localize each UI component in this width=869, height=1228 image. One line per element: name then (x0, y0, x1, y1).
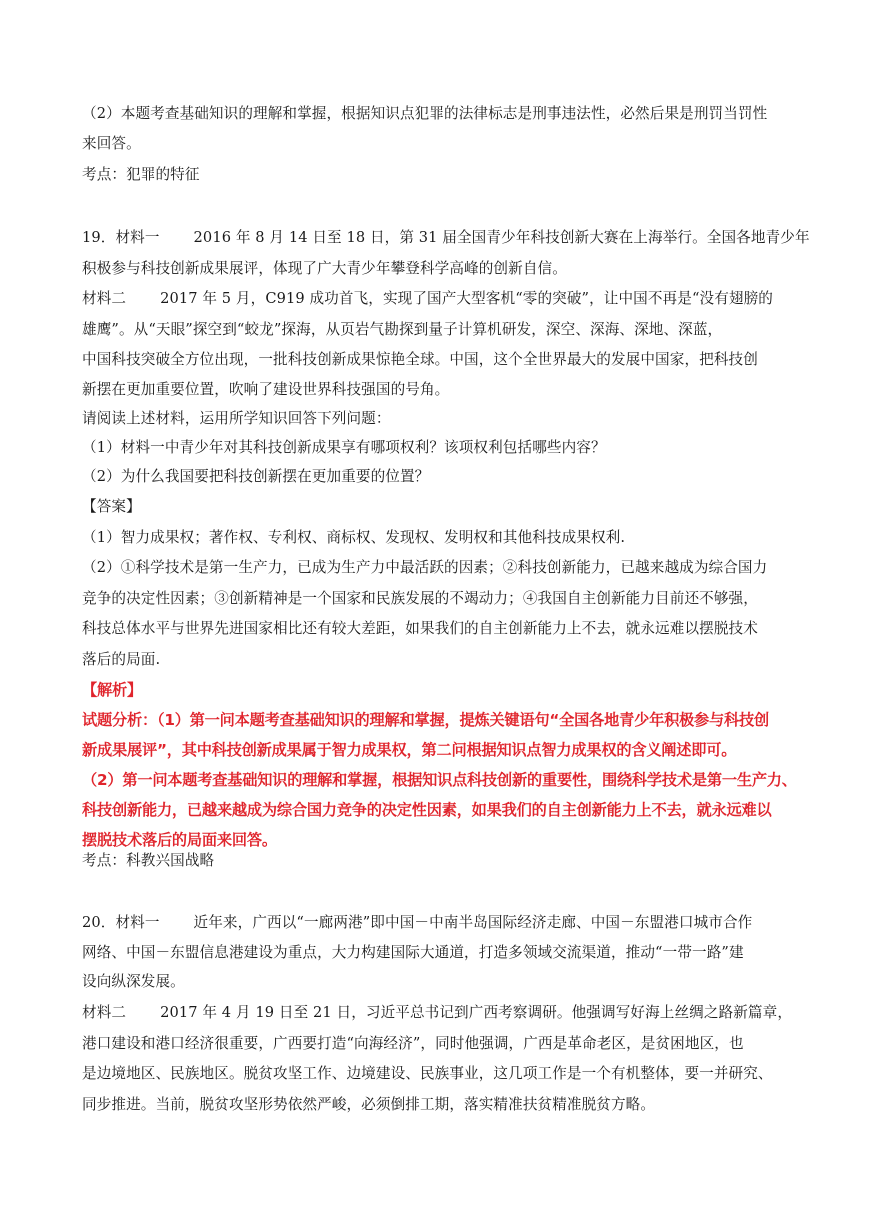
q19-material-one-text: 2016 年 8 月 14 日至 18 日，第 31 届全国青少年科技创新大赛在上海举行。全国各地青少年 (193, 229, 810, 246)
answer-line: 落后的局面. (82, 651, 161, 668)
q19-kaodian: 考点：科教兴国战略 (82, 852, 215, 869)
q18-analysis-line: 来回答。 (82, 135, 141, 152)
q19-material-line: 积极参与科技创新成果展评，体现了广大青少年攀登科学高峰的创新自信。 (82, 260, 567, 277)
q20-material-two-text: 2017 年 4 月 19 日至 21 日，习近平总书记到广西考察调研。他强调写好海上丝绸之路新篇章， (160, 1004, 793, 1021)
q19-material-two-label: 材料二 (82, 290, 127, 307)
q19-prompt: 请阅读上述材料，运用所学知识回答下列问题： (82, 410, 391, 427)
analysis-line: 新成果展评”，其中科技创新成果属于智力成果权，第二问根据知识点智力成果权的含义阐述即可。 (82, 741, 737, 759)
q19-material-line: 新摆在更加重要位置，吹响了建设世界科技强国的号角。 (82, 381, 450, 398)
q19-question-1: （1）材料一中青少年对其科技创新成果享有哪项权利？该项权利包括哪些内容？ (82, 439, 606, 456)
q20-material-line: 同步推进。当前，脱贫攻坚形势依然严峻，必须倒排工期，落实精准扶贫精准脱贫方略。 (82, 1096, 656, 1113)
q20-material-line: 网络、中国－东盟信息港建设为重点，大力构建国际大通道，打造多领域交流渠道，推动“一带一路”建 (82, 944, 744, 961)
q18-analysis-line: （2）本题考查基础知识的理解和掌握，根据知识点犯罪的法律标志是刑事违法性，必然后果是刑罚当罚性 (82, 105, 768, 122)
analysis-line: （2）第一问本题考查基础知识的理解和掌握，根据知识点科技创新的重要性，围绕科学技术是第一生产力、 (82, 771, 797, 789)
q19-question-2: （2）为什么我国要把科技创新摆在更加重要的位置？ (82, 468, 430, 485)
analysis-heading: 【解析】 (82, 681, 142, 699)
q20-material-line: 是边境地区、民族地区。脱贫攻坚工作、边境建设、民族事业，这几项工作是一个有机整体，要一并研究、 (82, 1065, 773, 1082)
q18-kaodian: 考点：犯罪的特征 (82, 166, 200, 183)
q20-material-one-text: 近年来，广西以“一廊两港”即中国－中南半岛国际经济走廊、中国－东盟港口城市合作 (193, 914, 753, 931)
q19-material-line: 中国科技突破全方位出现，一批科技创新成果惊艳全球。中国，这个全世界最大的发展中国家，把科技创 (82, 351, 758, 368)
q19-material-two (82, 289, 773, 309)
q19-material-line: 雄鹰”。从“天眼”探空到“蛟龙”探海，从页岩气勘探到量子计算机研发，深空、深海、深地、深蓝， (82, 321, 723, 338)
answer-line: 科技总体水平与世界先进国家相比还有较大差距，如果我们的自主创新能力上不去，就永远难以摆脱技术 (82, 620, 758, 637)
q20-material-one-label: 20．材料一 (82, 914, 160, 931)
q20-material-two (82, 1003, 792, 1023)
q19-material-one-label: 19．材料一 (82, 229, 160, 246)
answer-line: （2）①科学技术是第一生产力，已成为生产力中最活跃的因素；②科技创新能力，已越来越成为综合国力 (82, 559, 768, 576)
q20-material-line: 设向纵深发展。 (82, 973, 185, 990)
analysis-line: 科技创新能力，已越来越成为综合国力竞争的决定性因素，如果我们的自主创新能力上不去，就永远难以 (82, 801, 772, 819)
answer-heading: 【答案】 (82, 498, 141, 515)
q20-material-line: 港口建设和港口经济很重要，广西要打造“向海经济”，同时他强调，广西是革命老区，是贫困地区，也 (82, 1035, 744, 1052)
q20-material-one (82, 913, 752, 933)
q19-material-two-text: 2017 年 5 月，C919 成功首飞，实现了国产大型客机“零的突破”，让中国不再是“没有翅膀的 (160, 290, 773, 307)
answer-line: 竞争的决定性因素；③创新精神是一个国家和民族发展的不竭动力；④我国自主创新能力目前还不够强， (82, 590, 758, 607)
answer-line: （1）智力成果权；著作权、专利权、商标权、发现权、发明权和其他科技成果权利. (82, 529, 626, 546)
analysis-line: 摆脱技术落后的局面来回答。 (82, 831, 277, 849)
analysis-line: 试题分析：（1）第一问本题考查基础知识的理解和掌握，提炼关键语句“全国各地青少年积极参与科技创 (82, 711, 769, 729)
q19-material-one (82, 228, 810, 248)
q20-material-two-label: 材料二 (82, 1004, 127, 1021)
